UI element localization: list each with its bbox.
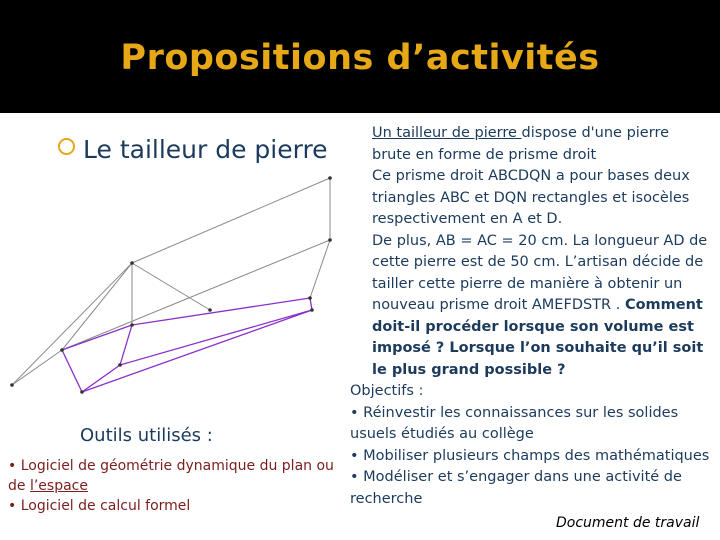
intro-text: dispose d'une pierre brute en forme de prisme droit bbox=[372, 125, 670, 163]
vertex-point bbox=[308, 296, 312, 300]
vertex-point bbox=[328, 176, 332, 180]
objective-item: • Mobiliser plusieurs champs des mathématiques bbox=[350, 447, 710, 464]
inner-edge bbox=[62, 350, 82, 392]
vertex-point bbox=[118, 363, 122, 367]
objective-item: • Réinvestir les connaissances sur les solides usuels étudiés au collège bbox=[350, 404, 679, 442]
inner-prism-edges bbox=[62, 298, 312, 392]
inner-edge bbox=[120, 310, 312, 365]
vertex-point bbox=[10, 383, 14, 387]
inner-edge bbox=[120, 325, 132, 365]
outer-prism-edges bbox=[12, 178, 330, 385]
inner-edge bbox=[82, 310, 312, 392]
prism-figure bbox=[0, 160, 350, 410]
intro-paragraph bbox=[350, 123, 710, 166]
objective-item: • Modéliser et s’engager dans une activité de recherche bbox=[350, 469, 682, 507]
inner-edge bbox=[132, 298, 310, 325]
vertex-point bbox=[130, 261, 134, 265]
slide-title: Propositions d’activités bbox=[120, 38, 600, 78]
tailleur-link[interactable]: Un tailleur de pierre bbox=[372, 125, 522, 141]
vertex-point bbox=[208, 308, 212, 312]
vertex-point bbox=[310, 308, 314, 312]
vertex-point bbox=[328, 238, 332, 242]
prism-description: Ce prisme droit ABCDQN a pour bases deux triangles ABC et DQN rectangles et isocèles respectivement en A et D. bbox=[372, 168, 690, 227]
prism-edge bbox=[12, 350, 62, 385]
prism-vertices bbox=[10, 176, 332, 394]
espace-link[interactable]: l’espace bbox=[29, 478, 88, 494]
vertex-point bbox=[60, 348, 64, 352]
objectives-heading: Objectifs : bbox=[350, 383, 424, 399]
tool-item-text: • Logiciel de géométrie dynamique du plan ou de bbox=[8, 458, 334, 494]
working-document-note: Document de travail bbox=[556, 515, 700, 531]
circle-bullet-icon bbox=[58, 138, 75, 155]
prism-edge bbox=[132, 178, 330, 263]
inner-edge bbox=[310, 298, 312, 310]
vertex-point bbox=[130, 323, 134, 327]
activity-subtitle-text: Le tailleur de pierre bbox=[83, 135, 328, 164]
vertex-point bbox=[80, 390, 84, 394]
prism-edge bbox=[132, 263, 210, 310]
prism-edge bbox=[62, 240, 330, 350]
tools-heading: Outils utilisés : bbox=[80, 425, 213, 446]
tool-item bbox=[8, 456, 348, 496]
problem-statement bbox=[350, 123, 710, 510]
tool-item: • Logiciel de calcul formel bbox=[8, 498, 191, 514]
inner-edge bbox=[82, 365, 120, 392]
problem-paragraph bbox=[350, 231, 710, 382]
tools-list bbox=[8, 456, 348, 516]
problem-text: De plus, AB = AC = 20 cm. La longueur AD de cette pierre est de 50 cm. L’artisan décide de tailler cette pierre de manière à obtenir un nouveau prisme droit AMEFDSTR . bbox=[372, 232, 708, 313]
prism-edge bbox=[12, 263, 132, 385]
problem-question: Comment doit-il procéder lorsque son volume est imposé ? Lorsque l’on souhaite qu’il soit le plus grand possible ? bbox=[372, 297, 704, 378]
prism-edge bbox=[310, 240, 330, 298]
